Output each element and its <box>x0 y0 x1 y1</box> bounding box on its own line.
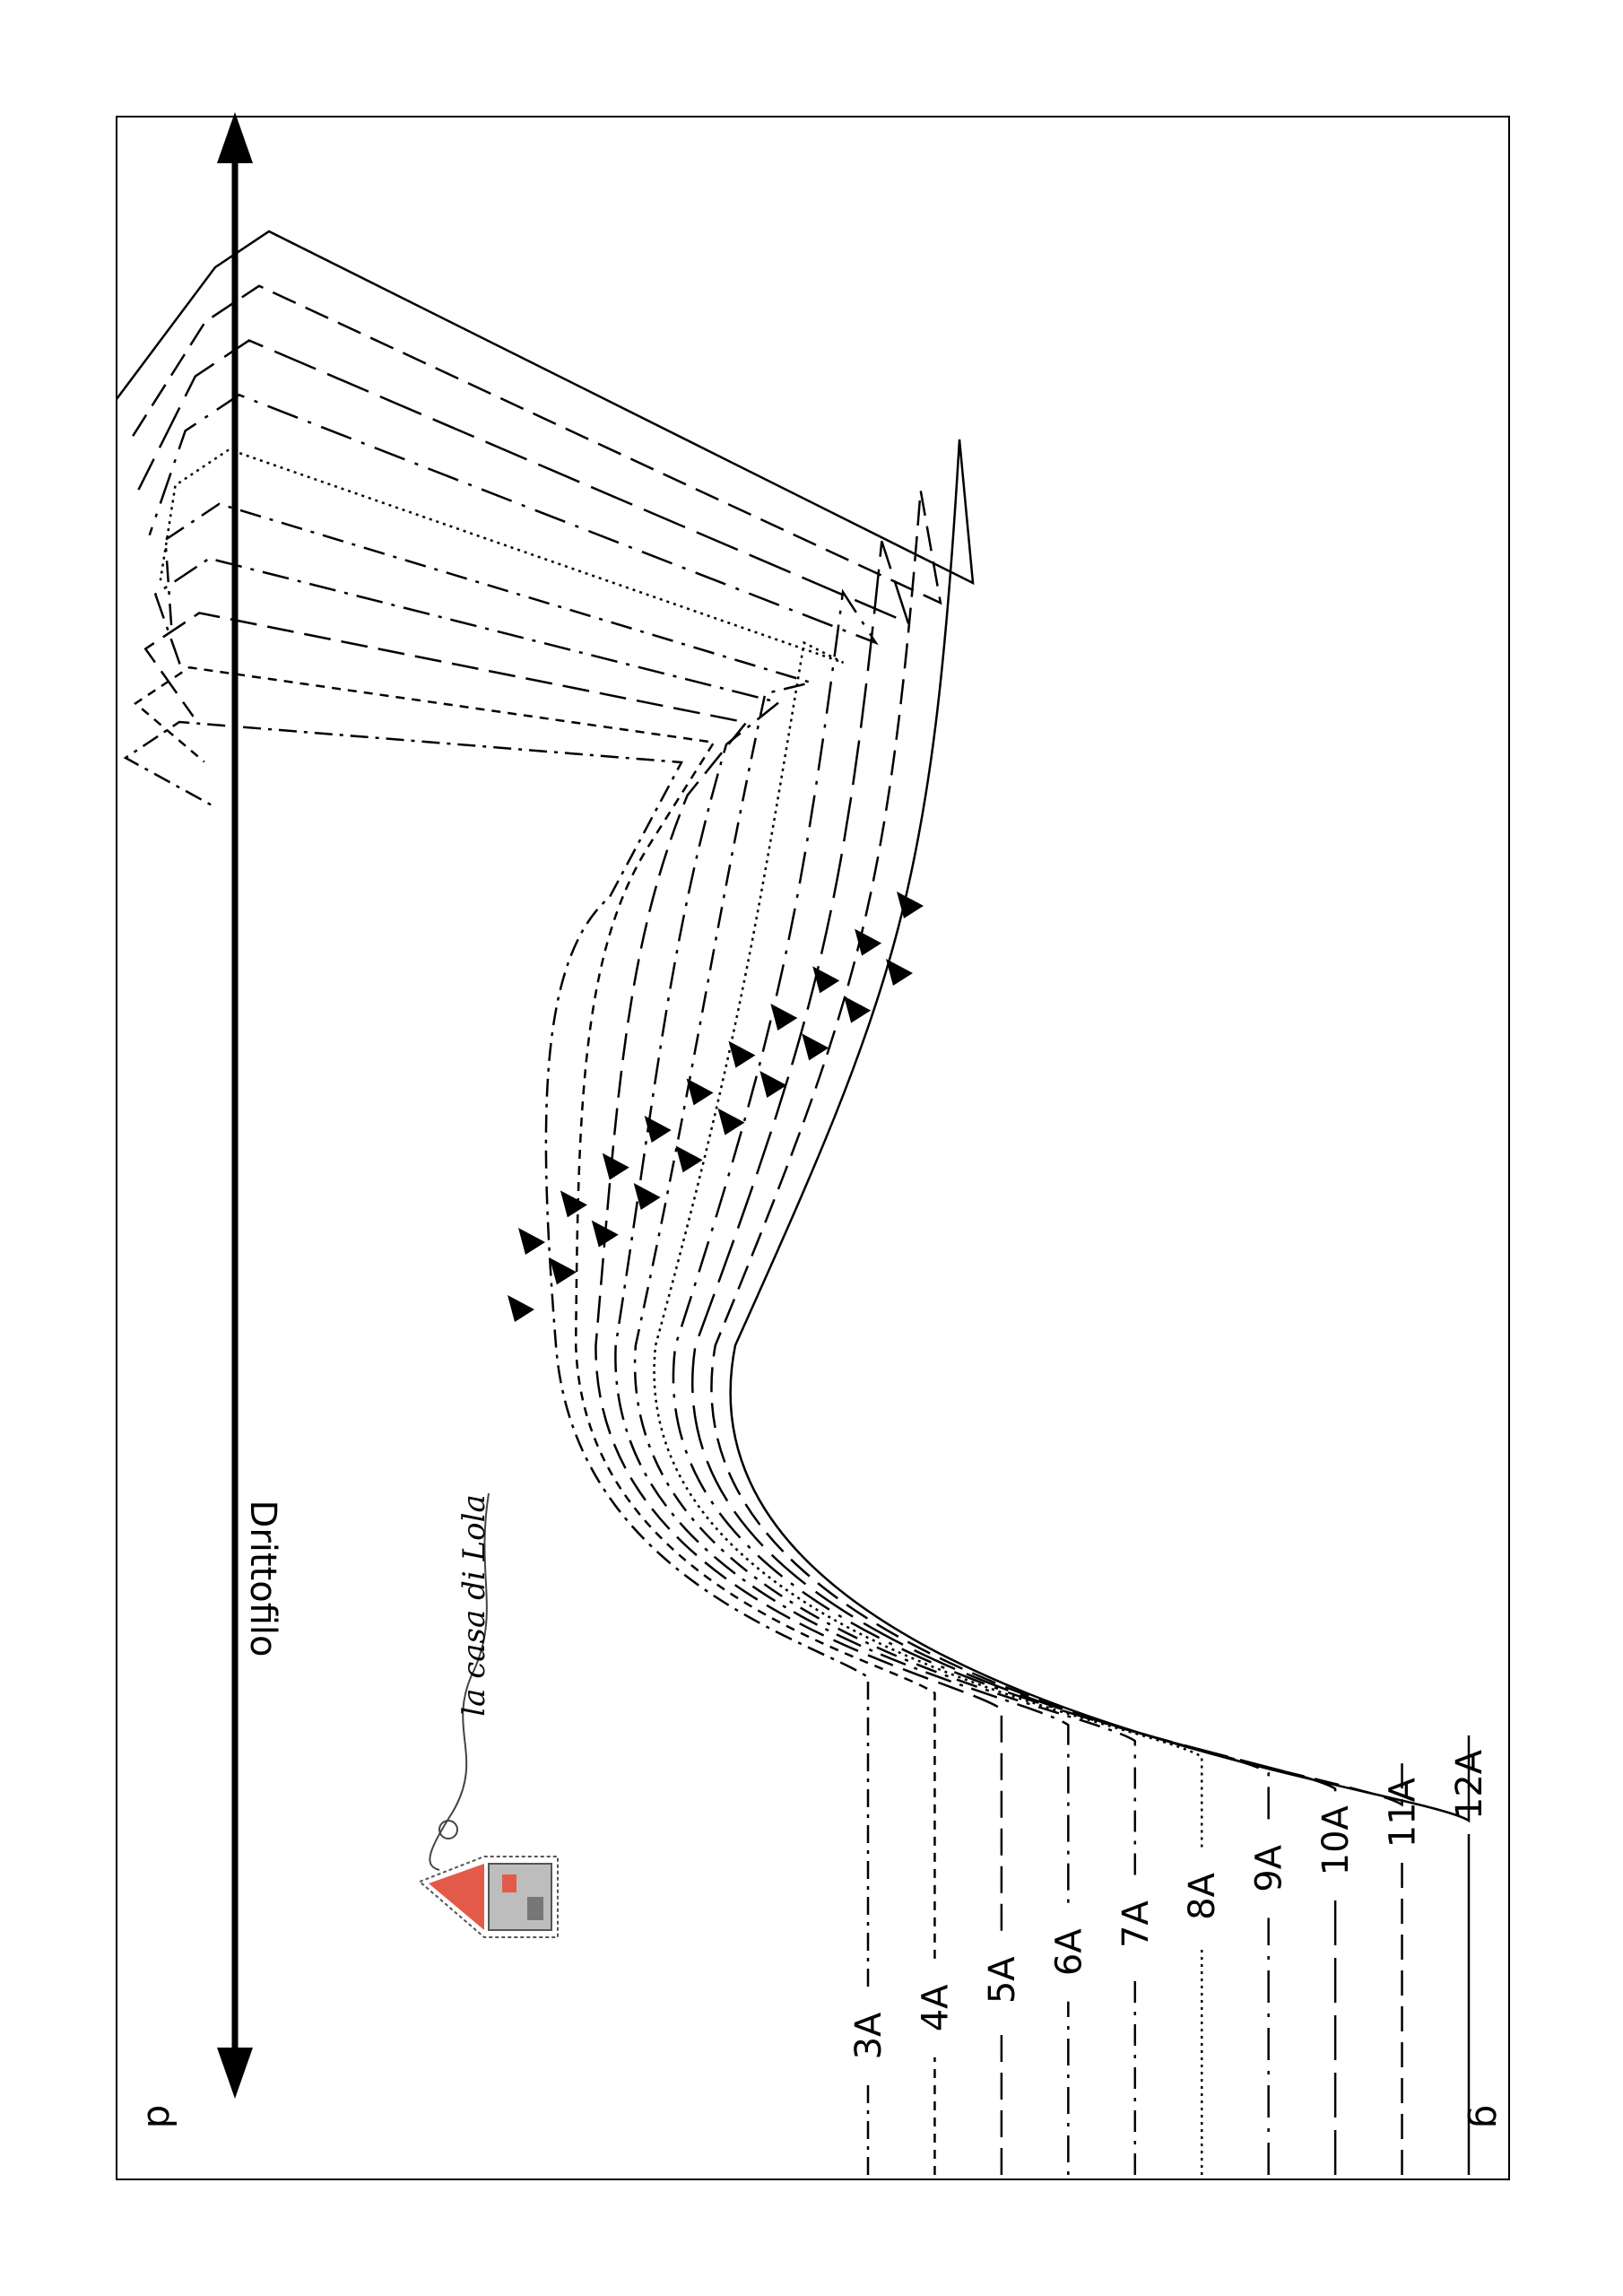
size-label-7a: 7A <box>1115 1900 1157 1948</box>
size-label-9a: 9A <box>1248 1844 1290 1892</box>
size-label-10a: 10A <box>1315 1805 1358 1876</box>
grainline-label: Drittofilo <box>242 1500 283 1657</box>
size-label-4a: 4A <box>915 1984 957 2032</box>
size-label-11a: 11A <box>1382 1777 1424 1848</box>
brand-name: la casa di Lola <box>456 1494 492 1717</box>
size-label-6a: 6A <box>1048 1928 1090 1977</box>
corner-label-left: d <box>139 2104 183 2129</box>
size-label-12a: 12A <box>1449 1749 1490 1821</box>
size-label-3a: 3A <box>848 2012 890 2060</box>
size-label-5a: 5A <box>981 1956 1023 2005</box>
corner-label-right: g <box>1466 2104 1510 2129</box>
size-label-8a: 8A <box>1182 1873 1224 1920</box>
